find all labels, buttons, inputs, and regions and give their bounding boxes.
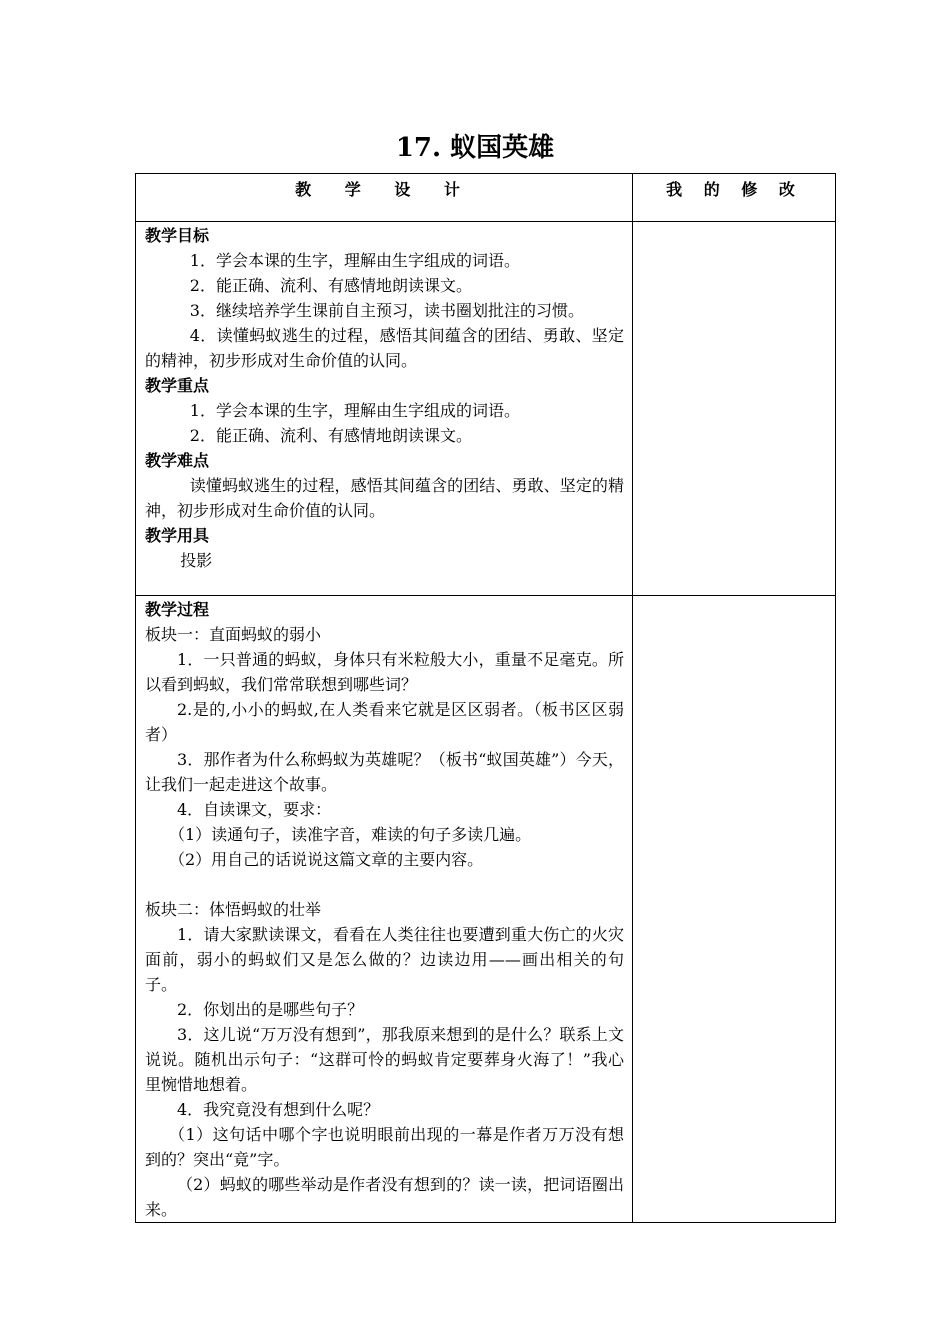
process-item: （1）这句话中哪个字也说明眼前出现的一幕是作者万万没有想到的？突出“竟”字。 bbox=[145, 1125, 624, 1169]
process-item: 3．那作者为什么称蚂蚁为英雄呢？（板书“蚁国英雄”）今天，让我们一起走进这个故事。 bbox=[145, 750, 624, 794]
section-heading-process: 教学过程 bbox=[145, 600, 210, 619]
section-heading-difficulties: 教学难点 bbox=[145, 451, 210, 470]
page-title: 17. 蚁国英雄 bbox=[395, 133, 555, 163]
section-heading-key-points: 教学重点 bbox=[145, 376, 210, 395]
lesson-plan-table bbox=[135, 173, 836, 1223]
section-heading-tools: 教学用具 bbox=[145, 526, 210, 545]
process-item: 2.是的,小小的蚂蚁,在人类看来它就是区区弱者。（板书区区弱者） bbox=[145, 700, 624, 744]
process-item: （1）读通句子，读准字音，难读的句子多读几遍。 bbox=[169, 825, 532, 844]
process-item: 4．自读课文，要求： bbox=[177, 800, 332, 819]
block-title: 板块一：直面蚂蚁的弱小 bbox=[145, 625, 322, 644]
header-design: 教 学 设 计 bbox=[136, 174, 633, 222]
process-item: 2．你划出的是哪些句子？ bbox=[177, 1000, 364, 1019]
table-row bbox=[136, 596, 836, 1223]
process-item: 1．请大家默读课文，看看在人类往往也要遭到重大伤亡的火灾面前，弱小的蚂蚁们又是怎么做的？边读边用——画出相关的句子。 bbox=[145, 925, 624, 994]
section-heading-goals: 教学目标 bbox=[145, 226, 210, 245]
revise-cell[interactable] bbox=[633, 596, 836, 1223]
revise-cell[interactable] bbox=[633, 222, 836, 596]
difficulty-text: 读懂蚂蚁逃生的过程，感悟其间蕴含的团结、勇敢、坚定的精神，初步形成对生命价值的认同。 bbox=[145, 476, 624, 520]
process-item: 1．一只普通的蚂蚁，身体只有米粒般大小，重量不足毫克。所以看到蚂蚁，我们常常联想到哪些词？ bbox=[145, 650, 624, 694]
process-item: 4．我究竟没有想到什么呢？ bbox=[177, 1100, 380, 1119]
design-cell-process bbox=[136, 596, 633, 1223]
process-item: 3．这儿说“万万没有想到”，那我原来想到的是什么？联系上文说说。随机出示句子：“这群可怜的蚂蚁肯定要葬身火海了！”我心里惋惜地想着。 bbox=[145, 1025, 624, 1094]
goal-item: 1．学会本课的生字，理解由生字组成的词语。 bbox=[189, 251, 520, 270]
design-cell-overview bbox=[136, 222, 633, 596]
process-item: （2）蚂蚁的哪些举动是作者没有想到的？读一读，把词语圈出来。 bbox=[145, 1175, 624, 1219]
key-point-item: 2．能正确、流利、有感情地朗读课文。 bbox=[189, 426, 472, 445]
goal-item: 4．读懂蚂蚁逃生的过程，感悟其间蕴含的团结、勇敢、坚定的精神，初步形成对生命价值的认同。 bbox=[145, 326, 624, 370]
table-row bbox=[136, 222, 836, 596]
header-revise: 我 的 修 改 bbox=[633, 174, 836, 222]
table-header-row bbox=[136, 174, 836, 222]
process-item: （2）用自己的话说说这篇文章的主要内容。 bbox=[169, 850, 484, 869]
tools-text: 投影 bbox=[180, 551, 213, 570]
goal-item: 2．能正确、流利、有感情地朗读课文。 bbox=[189, 276, 472, 295]
spacer bbox=[145, 872, 624, 897]
block-title: 板块二：体悟蚂蚁的壮举 bbox=[145, 900, 322, 919]
goal-item: 3．继续培养学生课前自主预习，读书圈划批注的习惯。 bbox=[189, 301, 584, 320]
key-point-item: 1．学会本课的生字，理解由生字组成的词语。 bbox=[189, 401, 520, 420]
